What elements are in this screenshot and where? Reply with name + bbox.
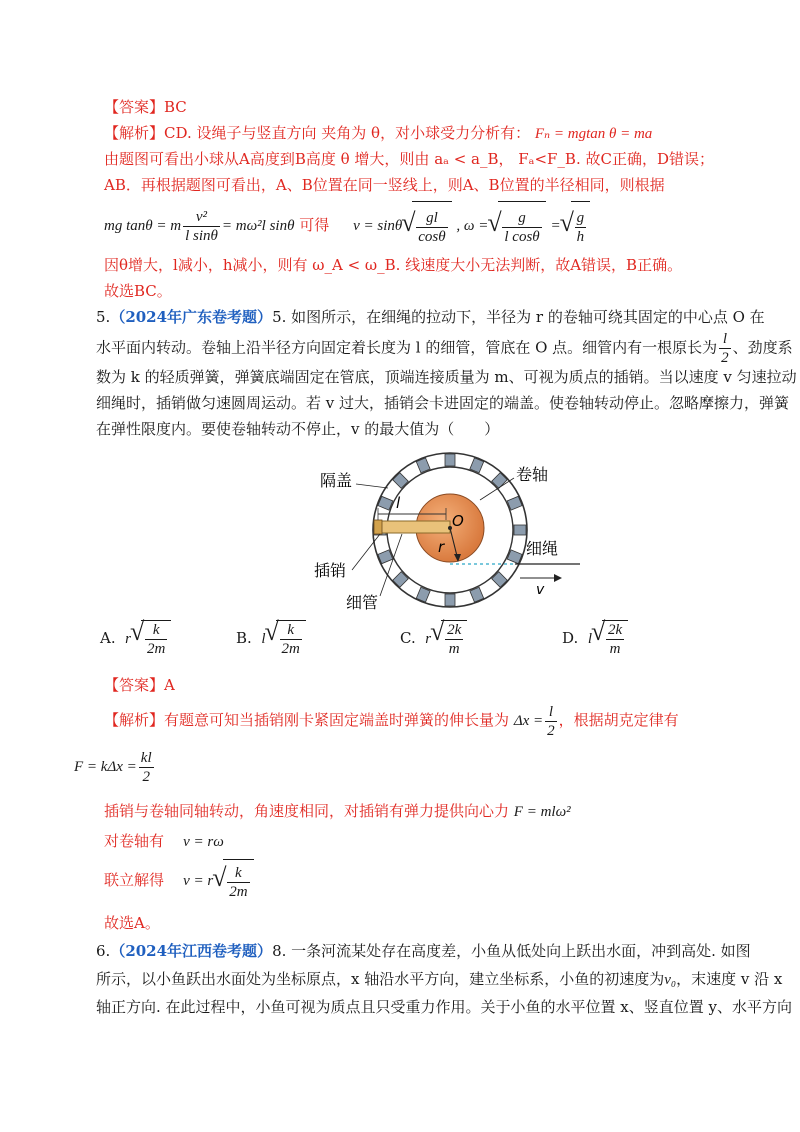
label-rope: 细绳 — [526, 539, 559, 558]
tube — [378, 521, 450, 533]
cover-slot — [445, 454, 455, 466]
label-r: r — [438, 538, 445, 556]
cover-slot — [514, 525, 526, 535]
q6-stem-line-1: 6.（2024年江西卷考题）8. 一条河流某处存在高度差，小鱼从低处向上跃出水面，冲到高处. 如图 — [96, 942, 751, 960]
cover-slot — [445, 594, 455, 606]
label-l: l — [396, 494, 401, 512]
q4-analysis-line-3: AB．再根据题图可看出，A、B位置在同一竖线上，则A、B位置的半径相同，则根据 — [104, 176, 665, 194]
q5-analysis-line-1: 【解析】有题意可知当插销刚卡紧固定端盖时弹簧的伸长量为 Δx = $\frac{l}{2}$ ，根据胡克定律有 — [104, 703, 679, 739]
q5-stem-line-4: 细绳时，插销做匀速圆周运动。若 v 过大，插销会卡进固定的端盖。使卷轴转动停止。忽略摩擦力，弹簧 — [96, 394, 790, 412]
option-b[interactable]: B. l √ $\frac{k}{2m}$ — [236, 620, 306, 658]
pin — [374, 520, 382, 534]
q6-stem-line-3: 轴正方向. 在此过程中，小鱼可视为质点且只受重力作用。关于小鱼的水平位置 x、竖直位置 y、水平方向 — [96, 998, 793, 1016]
label-v: v — [536, 582, 545, 598]
spool-diagram — [290, 448, 600, 620]
q5-choose: 故选A。 — [104, 914, 160, 932]
q5-solve: 联立解得 v = r √ $\frac{k}{2m}$ — [104, 858, 254, 902]
option-c[interactable]: C. r √ $\frac{2k}{m}$ — [400, 620, 467, 658]
q4-analysis-line-2: 由题图可看出小球从A高度到B高度 θ 增大，则由 aₐ < a_B， Fₐ<F_B. 故C正确，D错误； — [104, 150, 714, 168]
q4-formula: mg tanθ = m $\frac{\text{v²}}{\text{l sinθ}}$ = mω²l sinθ 可得 v = sinθ √ $\frac{gl}{\cos\theta}$ , ω = √ $\frac{g}{\text{l cosθ}}$ = √ $\frac{g}{h}$ — [104, 200, 590, 250]
q4-conclusion: 因θ增大，l减小，h减小，则有 ω_A < ω_B. 线速度大小无法判断，故A错误，B正确。 — [104, 256, 683, 274]
q5-stem-line-3: 数为 k 的轻质弹簧，弹簧底端固定在管底，顶端连接质量为 m、可视为质点的插销。当以速度 v 匀速拉动 — [96, 368, 797, 386]
label-cover: 隔盖 — [320, 471, 353, 490]
q5-spool: 对卷轴有 v = rω — [104, 832, 224, 850]
label-tube: 细管 — [346, 593, 379, 612]
q4-answer: 【答案】BC — [104, 98, 187, 116]
q5-stem-line-1: 5.（2024年广东卷考题）5. 如图所示，在细绳的拉动下，半径为 r 的卷轴可绕其固定的中心点 O 在 — [96, 308, 765, 326]
q4-analysis-line-1: 【解析】CD. 设绳子与竖直方向 夹角为 θ，对小球受力分析有： Fₙ = mgtan θ = ma — [104, 124, 653, 142]
label-O: O — [452, 512, 464, 530]
option-d[interactable]: D. l √ $\frac{2k}{m}$ — [562, 620, 628, 658]
label-pin: 插销 — [314, 561, 347, 580]
label-spool: 卷轴 — [516, 465, 549, 484]
q5-stem-line-5: 在弹性限度内。要使卷轴转动不停止，v 的最大值为（ ） — [96, 420, 500, 438]
q5-stem-line-2: 水平面内转动。卷轴上沿半径方向固定着长度为 l 的细管，管底在 O 点。细管内有一根原长为 $\frac{l}{2}$ 、劲度系 — [96, 331, 793, 366]
q5-same-axis: 插销与卷轴同轴转动，角速度相同，对插销有弹力提供向心力 F = mlω² — [104, 802, 571, 820]
q4-choose: 故选BC。 — [104, 282, 172, 300]
option-a[interactable]: A. r √ $\frac{k}{2m}$ — [100, 620, 171, 658]
q5-answer: 【答案】A — [104, 676, 175, 694]
q6-stem-line-2: 所示，以小鱼跃出水面处为坐标原点，x 轴沿水平方向，建立坐标系，小鱼的初速度为v₀，末速度 v 沿 x — [96, 970, 783, 988]
q5-hooke: F = kΔx = $\frac{kl}{2}$ — [74, 749, 152, 785]
